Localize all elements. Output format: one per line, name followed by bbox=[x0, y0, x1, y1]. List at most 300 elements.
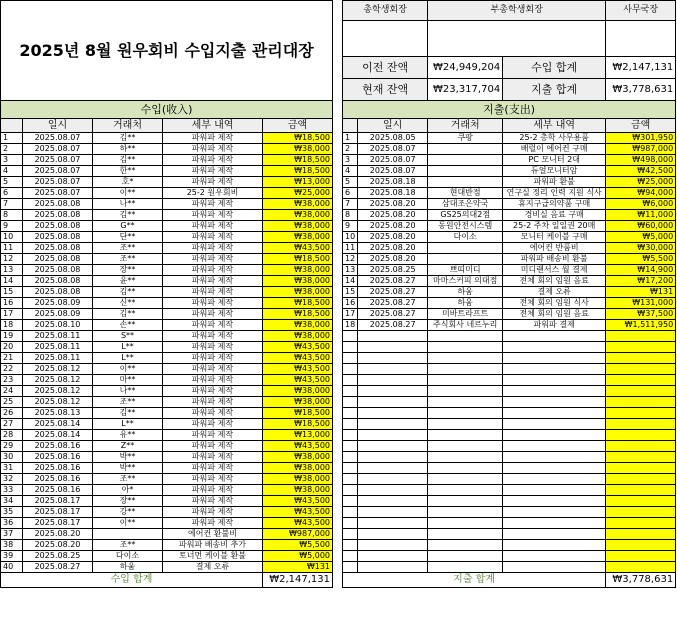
income-row-amount: ₩38,000 bbox=[263, 474, 333, 485]
expense-row-vendor: 하움 bbox=[428, 287, 503, 298]
income-row-date: 2025.08.20 bbox=[23, 529, 93, 540]
expense-empty-cell bbox=[503, 331, 606, 342]
expense-empty-cell bbox=[606, 507, 676, 518]
income-row-vendor: S** bbox=[93, 331, 163, 342]
expense-empty-cell bbox=[343, 353, 358, 364]
expense-empty-cell bbox=[358, 386, 428, 397]
expense-empty-cell bbox=[343, 496, 358, 507]
expense-row-detail: 에어컨 반품비 bbox=[503, 243, 606, 254]
income-row-detail: 결제 오류 bbox=[163, 562, 263, 573]
income-row-date: 2025.08.17 bbox=[23, 507, 93, 518]
expense-empty-cell bbox=[343, 430, 358, 441]
expense-empty-cell bbox=[428, 441, 503, 452]
income-row-no: 32 bbox=[1, 474, 23, 485]
expense-empty-cell bbox=[428, 529, 503, 540]
income-row-date: 2025.08.07 bbox=[23, 133, 93, 144]
income-row-detail: 파워파 제작 bbox=[163, 364, 263, 375]
current-balance-label: 현재 잔액 bbox=[343, 79, 428, 101]
income-row-amount: ₩43,500 bbox=[263, 496, 333, 507]
income-row-vendor: 이** bbox=[93, 518, 163, 529]
income-row-date: 2025.08.16 bbox=[23, 463, 93, 474]
expense-row-date: 2025.08.27 bbox=[358, 309, 428, 320]
expense-row-no: 13 bbox=[343, 265, 358, 276]
expense-row-amount: ₩25,000 bbox=[606, 177, 676, 188]
income-row-date: 2025.08.08 bbox=[23, 232, 93, 243]
expense-row-amount: ₩131,000 bbox=[606, 298, 676, 309]
expense-row-amount: ₩17,200 bbox=[606, 276, 676, 287]
ledger-row bbox=[1, 507, 676, 518]
expense-row-detail: 결제 오류 bbox=[503, 287, 606, 298]
income-row-amount: ₩13,000 bbox=[263, 430, 333, 441]
expense-row-no: 4 bbox=[343, 166, 358, 177]
expense-row-detail: 25-2 총학 사무용품 bbox=[503, 133, 606, 144]
income-row-date: 2025.08.09 bbox=[23, 298, 93, 309]
income-row-vendor: 다이소 bbox=[93, 551, 163, 562]
expense-row-vendor: 동원안전시스템 bbox=[428, 221, 503, 232]
ledger-row bbox=[1, 430, 676, 441]
income-row-detail: 파워파 제작 bbox=[163, 397, 263, 408]
income-row-amount: ₩38,000 bbox=[263, 320, 333, 331]
expense-empty-cell bbox=[358, 551, 428, 562]
income-row-amount: ₩18,500 bbox=[263, 166, 333, 177]
income-row-date: 2025.08.14 bbox=[23, 430, 93, 441]
expense-row-detail: 파워파 결제 bbox=[503, 320, 606, 331]
expense-empty-cell bbox=[358, 529, 428, 540]
income-row-no: 29 bbox=[1, 441, 23, 452]
expense-empty-cell bbox=[343, 485, 358, 496]
income-row-detail: 파워파 제작 bbox=[163, 342, 263, 353]
income-row-amount: ₩38,000 bbox=[263, 287, 333, 298]
income-row-vendor: 조** bbox=[93, 474, 163, 485]
income-row-detail: 파워파 제작 bbox=[163, 386, 263, 397]
income-row-vendor: 강** bbox=[93, 507, 163, 518]
income-row-detail: 파워파 제작 bbox=[163, 199, 263, 210]
expense-empty-cell bbox=[606, 408, 676, 419]
income-row-detail: 파워파 제작 bbox=[163, 474, 263, 485]
income-row-no: 23 bbox=[1, 375, 23, 386]
expense-row-no: 3 bbox=[343, 155, 358, 166]
ledger-row bbox=[1, 375, 676, 386]
expense-empty-cell bbox=[503, 353, 606, 364]
income-row-detail: 파워파 제작 bbox=[163, 408, 263, 419]
income-row-detail: 파워파 제작 bbox=[163, 177, 263, 188]
expense-empty-cell bbox=[503, 408, 606, 419]
expense-row-amount: ₩987,000 bbox=[606, 144, 676, 155]
income-row-vendor: 나** bbox=[93, 386, 163, 397]
expense-row-amount: ₩131 bbox=[606, 287, 676, 298]
income-row-no: 12 bbox=[1, 254, 23, 265]
expense-empty-cell bbox=[503, 386, 606, 397]
expense-row-date: 2025.08.20 bbox=[358, 221, 428, 232]
income-row-vendor: 한** bbox=[93, 166, 163, 177]
income-row-no: 17 bbox=[1, 309, 23, 320]
ledger-row bbox=[1, 309, 676, 320]
income-col-amount: 금액 bbox=[263, 119, 333, 133]
ledger-row bbox=[1, 177, 676, 188]
income-row-no: 38 bbox=[1, 540, 23, 551]
expense-empty-cell bbox=[358, 364, 428, 375]
expense-row-no: 6 bbox=[343, 188, 358, 199]
ledger-row bbox=[1, 265, 676, 276]
page-title: 2025년 8월 원우회비 수입지출 관리대장 bbox=[1, 1, 333, 101]
income-row-detail: 파워파 제작 bbox=[163, 133, 263, 144]
income-row-detail: 파워파 제작 bbox=[163, 375, 263, 386]
expense-row-no: 18 bbox=[343, 320, 358, 331]
income-row-amount: ₩38,000 bbox=[263, 232, 333, 243]
income-row-no: 14 bbox=[1, 276, 23, 287]
expense-empty-cell bbox=[606, 419, 676, 430]
income-row-vendor: 윤** bbox=[93, 276, 163, 287]
expense-empty-cell bbox=[606, 463, 676, 474]
income-row-amount: ₩43,500 bbox=[263, 342, 333, 353]
income-row-detail: 파워파 제작 bbox=[163, 265, 263, 276]
expense-row-vendor bbox=[428, 243, 503, 254]
expense-empty-cell bbox=[606, 386, 676, 397]
income-row-date: 2025.08.12 bbox=[23, 386, 93, 397]
income-row-detail: 파워파 제작 bbox=[163, 441, 263, 452]
income-footer-label: 수입 합계 bbox=[1, 573, 263, 588]
ledger-row bbox=[1, 144, 676, 155]
income-row-date: 2025.08.12 bbox=[23, 397, 93, 408]
expense-empty-cell bbox=[428, 452, 503, 463]
expense-row-vendor bbox=[428, 144, 503, 155]
expense-row-amount: ₩11,000 bbox=[606, 210, 676, 221]
income-row-date: 2025.08.08 bbox=[23, 199, 93, 210]
expense-empty-cell bbox=[428, 364, 503, 375]
ledger-row bbox=[1, 287, 676, 298]
income-row-vendor: 장** bbox=[93, 265, 163, 276]
income-row-vendor: 김** bbox=[93, 133, 163, 144]
expense-empty-cell bbox=[503, 375, 606, 386]
income-row-date: 2025.08.09 bbox=[23, 309, 93, 320]
expense-row-vendor: 미바트라프트 bbox=[428, 309, 503, 320]
income-row-detail: 파워파 제작 bbox=[163, 463, 263, 474]
income-row-date: 2025.08.16 bbox=[23, 441, 93, 452]
income-row-date: 2025.08.08 bbox=[23, 287, 93, 298]
expense-empty-cell bbox=[343, 375, 358, 386]
expense-empty-cell bbox=[428, 430, 503, 441]
approval-vice-sign[interactable] bbox=[428, 21, 606, 57]
income-row-amount: ₩5,500 bbox=[263, 540, 333, 551]
expense-row-detail: 미디랜서스 월 결제 bbox=[503, 265, 606, 276]
income-row-vendor: 유** bbox=[93, 430, 163, 441]
income-row-date: 2025.08.11 bbox=[23, 331, 93, 342]
expense-row-detail: 모니터 케이블 구매 bbox=[503, 232, 606, 243]
expense-row-amount: ₩5,000 bbox=[606, 232, 676, 243]
ledger-row bbox=[1, 562, 676, 573]
income-row-amount: ₩25,000 bbox=[263, 188, 333, 199]
expense-row-vendor bbox=[428, 155, 503, 166]
income-row-no: 35 bbox=[1, 507, 23, 518]
expense-empty-cell bbox=[503, 474, 606, 485]
expense-empty-cell bbox=[428, 540, 503, 551]
income-row-date: 2025.08.11 bbox=[23, 342, 93, 353]
income-row-amount: ₩38,000 bbox=[263, 265, 333, 276]
income-row-date: 2025.08.11 bbox=[23, 353, 93, 364]
income-row-date: 2025.08.20 bbox=[23, 540, 93, 551]
income-row-no: 34 bbox=[1, 496, 23, 507]
income-row-no: 40 bbox=[1, 562, 23, 573]
income-row-date: 2025.08.07 bbox=[23, 155, 93, 166]
income-row-date: 2025.08.13 bbox=[23, 408, 93, 419]
expense-empty-cell bbox=[358, 507, 428, 518]
income-row-vendor: Z** bbox=[93, 441, 163, 452]
income-row-detail: 파워파 제작 bbox=[163, 287, 263, 298]
expense-empty-cell bbox=[606, 430, 676, 441]
ledger-row bbox=[1, 463, 676, 474]
expense-empty-cell bbox=[503, 529, 606, 540]
income-row-amount: ₩43,500 bbox=[263, 507, 333, 518]
expense-row-date: 2025.08.20 bbox=[358, 254, 428, 265]
expense-empty-cell bbox=[428, 342, 503, 353]
income-row-date: 2025.08.08 bbox=[23, 276, 93, 287]
expense-row-amount: ₩30,000 bbox=[606, 243, 676, 254]
income-row-vendor: 김** bbox=[93, 408, 163, 419]
expense-row-date: 2025.08.18 bbox=[358, 188, 428, 199]
income-row-detail: 토너먼 케이블 환불 bbox=[163, 551, 263, 562]
ledger-row bbox=[1, 386, 676, 397]
income-row-vendor: 조** bbox=[93, 243, 163, 254]
expense-empty-cell bbox=[503, 507, 606, 518]
income-row-no: 22 bbox=[1, 364, 23, 375]
expense-row-amount: ₩498,000 bbox=[606, 155, 676, 166]
income-row-vendor: 손** bbox=[93, 320, 163, 331]
expense-row-vendor: 쁘띠미디 bbox=[428, 265, 503, 276]
income-row-detail: 파워파 제작 bbox=[163, 320, 263, 331]
income-row-detail: 파워파 제작 bbox=[163, 518, 263, 529]
income-row-vendor: 호* bbox=[93, 177, 163, 188]
approval-vice-label: 부총학생회장 bbox=[428, 1, 606, 21]
ledger-row bbox=[1, 485, 676, 496]
expense-col-vendor: 거래처 bbox=[428, 119, 503, 133]
expense-empty-cell bbox=[343, 540, 358, 551]
expense-empty-cell bbox=[343, 507, 358, 518]
income-row-amount: ₩43,500 bbox=[263, 375, 333, 386]
expense-row-vendor bbox=[428, 177, 503, 188]
income-row-detail: 파워파 제작 bbox=[163, 331, 263, 342]
expense-col-detail: 세부 내역 bbox=[503, 119, 606, 133]
expense-empty-cell bbox=[606, 342, 676, 353]
ledger-row bbox=[1, 441, 676, 452]
expense-row-detail: PC 모니터 2대 bbox=[503, 155, 606, 166]
income-row-vendor: 신** bbox=[93, 298, 163, 309]
income-row-vendor: L** bbox=[93, 342, 163, 353]
income-row-amount: ₩38,000 bbox=[263, 386, 333, 397]
income-row-vendor bbox=[93, 529, 163, 540]
expense-row-amount: ₩6,000 bbox=[606, 199, 676, 210]
expense-footer-label: 지출 합계 bbox=[343, 573, 606, 588]
expense-row-date: 2025.08.20 bbox=[358, 243, 428, 254]
income-row-no: 21 bbox=[1, 353, 23, 364]
ledger-row bbox=[1, 199, 676, 210]
ledger-row bbox=[1, 452, 676, 463]
expense-row-detail: 배럴이 에어컨 구매 bbox=[503, 144, 606, 155]
income-row-amount: ₩987,000 bbox=[263, 529, 333, 540]
income-row-amount: ₩18,500 bbox=[263, 298, 333, 309]
income-row-vendor: L** bbox=[93, 419, 163, 430]
prev-balance-label: 이전 잔액 bbox=[343, 57, 428, 79]
expense-row-date: 2025.08.18 bbox=[358, 177, 428, 188]
income-row-amount: ₩38,000 bbox=[263, 144, 333, 155]
income-row-no: 27 bbox=[1, 419, 23, 430]
income-row-amount: ₩18,500 bbox=[263, 408, 333, 419]
expense-empty-cell bbox=[428, 474, 503, 485]
expense-empty-cell bbox=[358, 562, 428, 573]
income-row-detail: 파워파 제작 bbox=[163, 254, 263, 265]
income-row-detail: 파워파 제작 bbox=[163, 309, 263, 320]
income-row-date: 2025.08.08 bbox=[23, 265, 93, 276]
expense-row-detail: 전체 회의 임원 음료 bbox=[503, 276, 606, 287]
income-row-vendor: 김** bbox=[93, 155, 163, 166]
totals-row bbox=[1, 573, 676, 588]
income-row-no: 25 bbox=[1, 397, 23, 408]
income-row-no: 33 bbox=[1, 485, 23, 496]
income-row-no: 18 bbox=[1, 320, 23, 331]
income-row-amount: ₩38,000 bbox=[263, 199, 333, 210]
ledger-row bbox=[1, 419, 676, 430]
income-row-date: 2025.08.16 bbox=[23, 474, 93, 485]
income-row-no: 2 bbox=[1, 144, 23, 155]
expense-row-no: 11 bbox=[343, 243, 358, 254]
expense-total-label: 지출 합계 bbox=[503, 79, 606, 101]
income-row-detail: 파워파 제작 bbox=[163, 166, 263, 177]
income-row-amount: ₩43,500 bbox=[263, 364, 333, 375]
expense-row-no: 14 bbox=[343, 276, 358, 287]
expense-empty-cell bbox=[343, 342, 358, 353]
expense-row-date: 2025.08.27 bbox=[358, 320, 428, 331]
expense-empty-cell bbox=[503, 430, 606, 441]
expense-row-detail: 25-2 주차 일일권 20매 bbox=[503, 221, 606, 232]
income-row-amount: ₩38,000 bbox=[263, 463, 333, 474]
expense-row-date: 2025.08.27 bbox=[358, 287, 428, 298]
income-row-detail: 파워파 제작 bbox=[163, 243, 263, 254]
income-row-amount: ₩131 bbox=[263, 562, 333, 573]
expense-empty-cell bbox=[343, 463, 358, 474]
expense-row-vendor bbox=[428, 166, 503, 177]
expense-row-amount: ₩37,500 bbox=[606, 309, 676, 320]
income-row-detail: 파워파 제작 bbox=[163, 419, 263, 430]
income-row-no: 39 bbox=[1, 551, 23, 562]
expense-empty-cell bbox=[358, 375, 428, 386]
income-row-no: 1 bbox=[1, 133, 23, 144]
approval-president-sign[interactable] bbox=[343, 21, 428, 57]
ledger-row bbox=[1, 551, 676, 562]
expense-row-date: 2025.08.05 bbox=[358, 133, 428, 144]
expense-empty-cell bbox=[428, 419, 503, 430]
income-row-date: 2025.08.17 bbox=[23, 518, 93, 529]
income-row-vendor: 하** bbox=[93, 144, 163, 155]
income-row-detail: 파워파 제작 bbox=[163, 507, 263, 518]
ledger-row bbox=[1, 166, 676, 177]
expense-empty-cell bbox=[606, 540, 676, 551]
income-total-value: ₩2,147,131 bbox=[606, 57, 676, 79]
income-row-no: 30 bbox=[1, 452, 23, 463]
income-row-detail: 파워파 제작 bbox=[163, 144, 263, 155]
income-row-date: 2025.08.17 bbox=[23, 496, 93, 507]
income-row-amount: ₩18,500 bbox=[263, 254, 333, 265]
expense-total-value: ₩3,778,631 bbox=[606, 79, 676, 101]
expense-row-date: 2025.08.20 bbox=[358, 199, 428, 210]
income-row-vendor: 마** bbox=[93, 375, 163, 386]
income-row-vendor: 조** bbox=[93, 397, 163, 408]
expense-empty-cell bbox=[606, 364, 676, 375]
income-row-no: 9 bbox=[1, 221, 23, 232]
expense-empty-cell bbox=[606, 452, 676, 463]
expense-row-date: 2025.08.27 bbox=[358, 276, 428, 287]
expense-empty-cell bbox=[428, 518, 503, 529]
expense-row-amount: ₩5,500 bbox=[606, 254, 676, 265]
income-row-no: 26 bbox=[1, 408, 23, 419]
income-row-vendor: 나** bbox=[93, 199, 163, 210]
expense-empty-cell bbox=[606, 331, 676, 342]
income-row-no: 20 bbox=[1, 342, 23, 353]
expense-empty-cell bbox=[358, 408, 428, 419]
expense-empty-cell bbox=[606, 474, 676, 485]
expense-row-date: 2025.08.07 bbox=[358, 166, 428, 177]
ledger-row bbox=[1, 320, 676, 331]
expense-row-date: 2025.08.20 bbox=[358, 232, 428, 243]
expense-row-detail: 파워파 환불 bbox=[503, 177, 606, 188]
approval-secretary-sign[interactable] bbox=[606, 21, 676, 57]
approval-secretary-label: 사무국장 bbox=[606, 1, 676, 21]
expense-empty-cell bbox=[358, 518, 428, 529]
expense-row-detail: 휴지구급의약품 구매 bbox=[503, 199, 606, 210]
expense-row-vendor: 삼대조은약국 bbox=[428, 199, 503, 210]
expense-row-detail: 전체 회의 임원 식사 bbox=[503, 298, 606, 309]
expense-empty-cell bbox=[503, 364, 606, 375]
expense-empty-cell bbox=[606, 518, 676, 529]
income-row-no: 8 bbox=[1, 210, 23, 221]
expense-empty-cell bbox=[428, 496, 503, 507]
expense-empty-cell bbox=[358, 496, 428, 507]
income-row-no: 16 bbox=[1, 298, 23, 309]
expense-row-detail: 듀얼모니터암 bbox=[503, 166, 606, 177]
income-row-vendor: 이** bbox=[93, 364, 163, 375]
income-col-vendor: 거래처 bbox=[93, 119, 163, 133]
income-row-detail: 파워파 제작 bbox=[163, 452, 263, 463]
expense-empty-cell bbox=[343, 397, 358, 408]
expense-empty-cell bbox=[343, 518, 358, 529]
expense-empty-cell bbox=[343, 386, 358, 397]
expense-empty-cell bbox=[343, 441, 358, 452]
expense-empty-cell bbox=[503, 540, 606, 551]
expense-empty-cell bbox=[428, 562, 503, 573]
expense-row-amount: ₩42,500 bbox=[606, 166, 676, 177]
expense-row-date: 2025.08.27 bbox=[358, 298, 428, 309]
expense-row-detail: 경비실 음료 구매 bbox=[503, 210, 606, 221]
expense-row-vendor: 마마스커피 의대점 bbox=[428, 276, 503, 287]
income-row-detail: 파워파 제작 bbox=[163, 221, 263, 232]
expense-empty-cell bbox=[343, 529, 358, 540]
approval-president-label: 총학생회장 bbox=[343, 1, 428, 21]
expense-empty-cell bbox=[428, 375, 503, 386]
income-row-amount: ₩18,500 bbox=[263, 419, 333, 430]
expense-row-no: 10 bbox=[343, 232, 358, 243]
income-row-date: 2025.08.08 bbox=[23, 221, 93, 232]
ledger-body bbox=[1, 1, 676, 588]
expense-row-no: 17 bbox=[343, 309, 358, 320]
income-row-detail: 파워파 제작 bbox=[163, 353, 263, 364]
expense-empty-cell bbox=[503, 419, 606, 430]
ledger-row bbox=[1, 243, 676, 254]
income-row-vendor: L** bbox=[93, 353, 163, 364]
income-row-no: 36 bbox=[1, 518, 23, 529]
expense-empty-cell bbox=[358, 353, 428, 364]
expense-col-amount: 금액 bbox=[606, 119, 676, 133]
expense-empty-cell bbox=[358, 397, 428, 408]
expense-empty-cell bbox=[428, 386, 503, 397]
current-balance-value: ₩23,317,704 bbox=[428, 79, 503, 101]
